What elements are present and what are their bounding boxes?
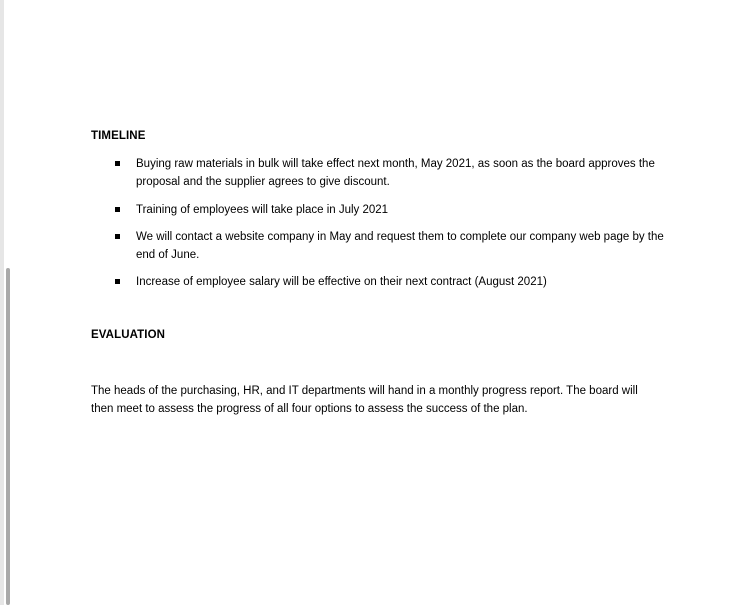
- list-item: Buying raw materials in bulk will take effect next month, May 2021, as soon as the board approves the proposal and the supplier agrees to give discount.: [136, 158, 655, 188]
- list-item: We will contact a website company in May and request them to complete our company web page by the end of June.: [136, 231, 664, 261]
- bullet-square-icon: [115, 207, 120, 212]
- list-item: Increase of employee salary will be effective on their next contract (August 2021): [136, 276, 547, 288]
- timeline-heading: TIMELINE: [91, 130, 146, 142]
- bullet-square-icon: [115, 161, 120, 166]
- list-item: Training of employees will take place in July 2021: [136, 204, 389, 216]
- bullet-square-icon: [115, 234, 120, 239]
- evaluation-heading: EVALUATION: [91, 329, 166, 341]
- bullet-square-icon: [115, 279, 120, 284]
- evaluation-paragraph: The heads of the purchasing, HR, and IT departments will hand in a monthly progress report. The board will then meet to assess the progress of all four options to assess the success of the plan.: [91, 385, 638, 415]
